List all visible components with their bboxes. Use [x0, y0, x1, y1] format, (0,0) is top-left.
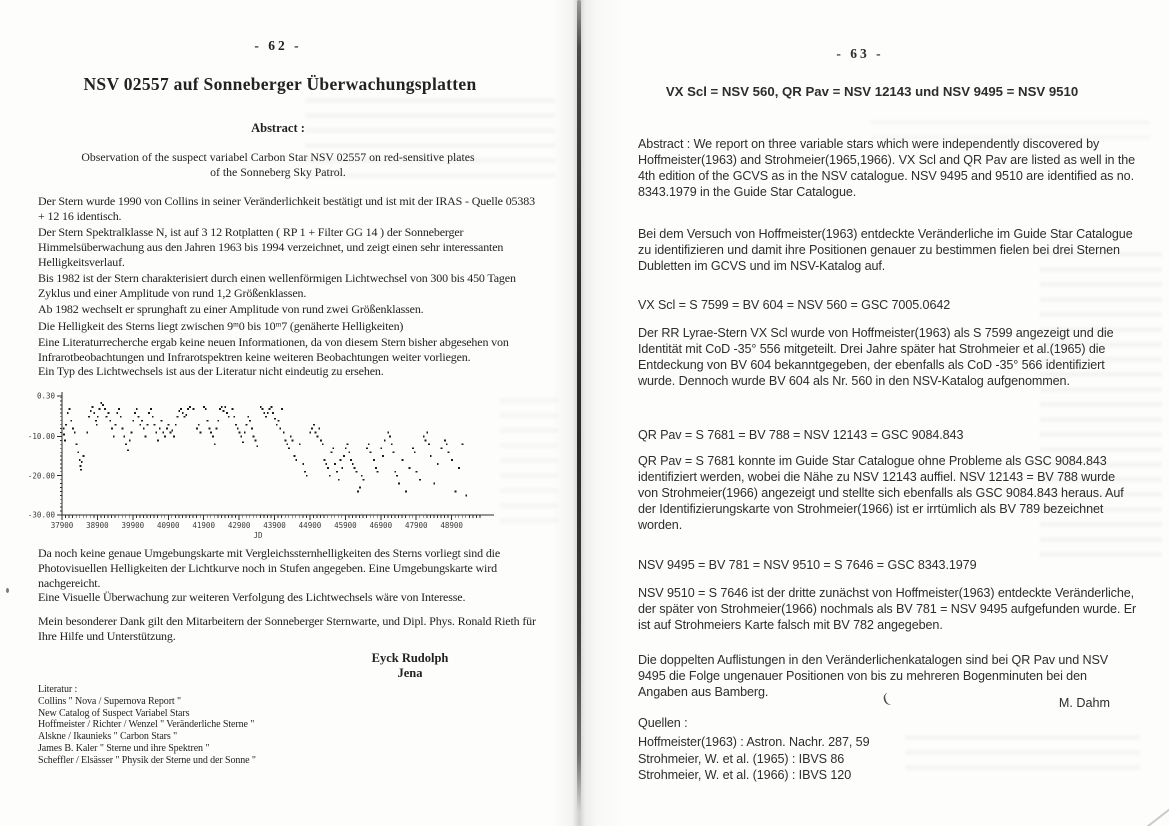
paragraph: Der RR Lyrae-Stern VX Scl wurde von Hoffmeister(1963) als S 7599 angezeigt und die Identität mit CoD -35° 556 mitgeteilt. Drei Jahre später hat Strohmeier et al.(1965) die Entdeckung von BV 604 bekanntgegeben, der ebenfalls als CoD -35° 566 identifiziert wurde. Dennoch wurde BV 604 als Nr. 560 in den NSV-Katalog aufgenommen. [638, 326, 1114, 388]
paragraph: Die Helligkeit des Sterns liegt zwischen 9ᵐ0 bis 10ᵐ7 (genäherte Helligkeiten) [38, 319, 404, 333]
svg-text:40900: 40900 [156, 521, 180, 530]
paragraph: Eine Literaturrecherche ergab keine neuen Informationen, da von diesem Stern bisher abgesehen von Infrarotbeobachtungen und Infrarotspektren keine weiteren Beobachtungen weiter vorliegen. [38, 335, 509, 365]
svg-text:39900: 39900 [121, 521, 145, 530]
identification-line: VX Scl = S 7599 = BV 604 = NSV 560 = GSC 7005.0642 [638, 298, 951, 312]
page-corner-fold [1133, 808, 1169, 826]
abstract-line: of the Sonneberg Sky Patrol. [210, 165, 346, 179]
page-gutter-line [577, 0, 581, 812]
svg-text:47900: 47900 [404, 521, 428, 530]
identification-line: QR Pav = S 7681 = BV 788 = NSV 12143 = GSC 9084.843 [638, 428, 964, 442]
literature-item: Scheffler / Elsässer " Physik der Sterne und der Sonne " [38, 754, 256, 766]
svg-text:0.30: 0.30 [36, 391, 55, 401]
literature-item: Hoffmeister / Richter / Wenzel " Veränderliche Sterne " [38, 719, 255, 731]
handwritten-mark: ( [880, 691, 892, 708]
paragraph: Da noch keine genaue Umgebungskarte mit Vergleichssternhelligkeiten des Sterns vorliegt sind die Photovisuellen Helligkeiten der Lichtkurve noch in Stufen angegeben. Eine Umgebungskarte wird nachgereicht. [38, 546, 501, 591]
page-number-right: - 63 - [836, 46, 884, 61]
sources-list [638, 734, 1138, 784]
paragraph: NSV 9510 = S 7646 ist der dritte zunächst von Hoffmeister(1963) entdeckte Veränderliche, der später von Strohmeier(1966) nochmals als BV 781 = NSV 9495 aufgefunden wurde. Er ist auf Strohmeiers Karte falsch mit BV 782 angegeben. [638, 586, 1137, 632]
abstract-line: Observation of the suspect variabel Carbon Star NSV 02557 on red-sensitive plates [81, 150, 475, 164]
paragraph: Bis 1982 ist der Stern charakterisiert durch einen wellenförmigen Lichtwechsel von 300 bis 450 Tagen Zyklus und einer Amplitude von rund 1,2 Größenklassen. [38, 271, 516, 301]
abstract-heading: Abstract : [251, 121, 305, 135]
svg-text:-20.00: -20.00 [27, 471, 55, 481]
svg-text:43900: 43900 [263, 521, 286, 530]
svg-text:46900: 46900 [369, 521, 393, 530]
literature-item: New Catalog of Suspect Variabel Stars [38, 707, 190, 719]
svg-text:-10.00: -10.00 [27, 432, 55, 442]
source-item: Strohmeier, W. et al. (1965) : IBVS 86 [638, 751, 845, 766]
identification-line: NSV 9495 = BV 781 = NSV 9510 = S 7646 = GSC 8343.1979 [638, 558, 977, 572]
abstract-paragraph: Abstract : We report on three variable stars which were independently discovered by Hoffmeister(1963) and Strohmeier(1965,1966). VX Scl and QR Pav are listed as well in the 4th edition of the GCVS as in the NSV catalogue. NSV 9495 and 9510 are identified as no. 8343.1979 in the Guide Star Catalogue. [638, 137, 1136, 199]
page-gutter-shadow [552, 0, 624, 826]
svg-text:41900: 41900 [192, 521, 215, 530]
sources-heading: Quellen : [638, 716, 688, 730]
bleedthrough-area [500, 398, 558, 528]
signature-right: M. Dahm [1058, 696, 1110, 710]
svg-text:44900: 44900 [298, 521, 322, 530]
paragraph: Der Stern Spektralklasse N, ist auf 3 12 Rotplatten ( RP 1 + Filter GG 14 ) der Sonneberger Himmelsüberwachung aus den Jahren 1963 bis 1994 verzeichnet, und zeigt einen sehr interessanten Helligkeitsverlauf. [38, 225, 504, 270]
svg-text:37900: 37900 [50, 521, 74, 530]
paragraph: Eine Visuelle Überwachung zur weiteren Verfolgung des Lichtwechsels wäre von Interesse. [38, 590, 466, 604]
paragraph: Ein Typ des Lichtwechsels ist aus der Literatur nicht eindeutig zu ersehen. [38, 364, 384, 378]
svg-text:JD: JD [253, 531, 263, 540]
page-number-left: - 62 - [254, 38, 302, 53]
paragraph: Ab 1982 wechselt er sprunghaft zu einer Amplitude von rund zwei Größenklassen. [38, 302, 424, 316]
literature-item: Alskne / Ikaunieks " Carbon Stars " [38, 731, 178, 743]
light-curve-chart [26, 384, 500, 544]
page-title-right: VX Scl = NSV 560, QR Pav = NSV 12143 und NSV 9495 = NSV 9510 [665, 84, 1079, 99]
paragraph: QR Pav = S 7681 konnte im Guide Star Catalogue ohne Probleme als GSC 9084.843 identifiziert werden, wobei die Nähe zu NSV 12143 auffiel. NSV 12143 = BV 788 wurde von Strohmeier(1966) angezeigt und stellte sich ebenfalls als GSC 9084.843 heraus. Auf der Identifizierungskarte von Strohmeier(1966) ist er irrtümlich als BV 789 bezeichnet worden. [638, 454, 1124, 532]
svg-text:45900: 45900 [334, 521, 357, 530]
literature-heading: Literatur : [38, 684, 78, 695]
signature-left [330, 651, 490, 681]
svg-text:48900: 48900 [440, 521, 463, 530]
source-item: Hoffmeister(1963) : Astron. Nachr. 287, 59 [638, 735, 870, 749]
literature-item: Collins " Nova / Supernova Report " [38, 696, 181, 707]
acknowledgement-paragraph: Mein besonderer Dank gilt den Mitarbeitern der Sonneberger Sternwarte, und Dipl. Phys. Ronald Rieth für Ihre Hilfe und Unterstützung. [38, 614, 536, 644]
svg-text:38900: 38900 [86, 521, 109, 530]
source-item: Strohmeier, W. et al. (1966) : IBVS 120 [638, 768, 852, 782]
signature-name: Eyck Rudolph [371, 651, 449, 665]
paragraph: Die doppelten Auflistungen in den Veränderlichenkatalogen sind bei QR Pav und NSV 9495 die Folge ungenauer Positionen von bis zu mehreren Bogenminuten bei den Angaben aus Bamberg. [638, 653, 1109, 699]
svg-text:-30.00: -30.00 [27, 510, 55, 520]
scan-speck [6, 588, 9, 593]
signature-place: Jena [397, 666, 423, 680]
page-title-left: NSV 02557 auf Sonneberger Überwachungsplatten [83, 74, 477, 94]
svg-text:42900: 42900 [227, 521, 251, 530]
literature-list [38, 696, 518, 766]
paragraph: Der Stern wurde 1990 von Collins in seiner Veränderlichkeit bestätigt und ist mit der IRAS - Quelle 05383 + 12 16 identisch. [38, 194, 535, 224]
paragraph: Bei dem Versuch von Hoffmeister(1963) entdeckte Veränderliche im Guide Star Catalogue zu identifizieren und damit ihre Positionen genauer zu bestimmen fielen bei drei Sternen Dubletten im GCVS und im NSV-Katalog auf. [638, 227, 1133, 273]
literature-item: James B. Kaler " Sterne und ihre Spektren " [38, 742, 210, 754]
